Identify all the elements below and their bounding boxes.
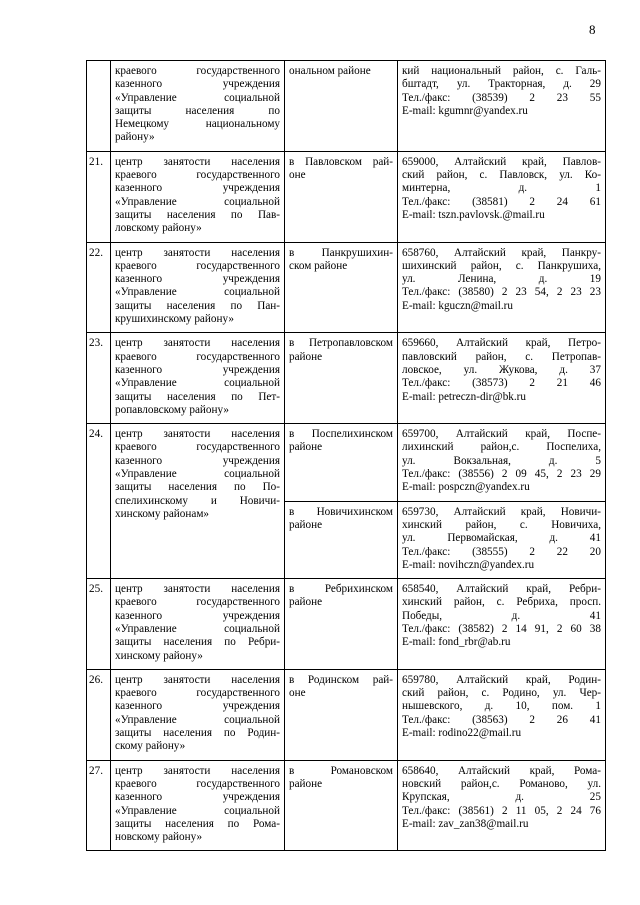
text-line: защиты населения по Пав- — [115, 208, 280, 221]
text-line: Тел./факс: (38582) 2 14 91, 2 60 38 — [402, 622, 601, 635]
text-line: Тел./факс: (38581) 2 24 61 — [402, 195, 601, 208]
institutions-table — [86, 60, 606, 851]
text-line: ул. Первомайская, д. 41 — [402, 532, 601, 545]
text-line: E-mail: kguczn@mail.ru — [402, 299, 513, 312]
address-cell — [398, 61, 606, 152]
address-cell — [398, 501, 606, 578]
text-line: «Управление социальной — [115, 804, 280, 817]
text-line: ловскому району» — [115, 222, 202, 235]
text-line: Немецкому национальному — [115, 118, 280, 131]
text-line: Крупская, д. 25 — [402, 791, 601, 804]
text-line: Тел./факс: (38573) 2 21 46 — [402, 377, 601, 390]
text-line: лихинский район,с. Поспелиха, — [402, 441, 601, 454]
table-row — [87, 61, 606, 152]
table-body — [87, 61, 606, 851]
organization-cell — [111, 579, 285, 670]
text-line: «Управление социальной — [115, 468, 280, 481]
text-line: Тел./факс: (38539) 2 23 55 — [402, 91, 601, 104]
text-line: защиты населения по Пан- — [115, 299, 280, 312]
text-line: ональном районе — [289, 65, 371, 77]
table-row — [87, 424, 606, 501]
organization-cell — [111, 669, 285, 760]
text-line: Тел./факс: (38561) 2 11 05, 2 24 76 — [402, 804, 601, 817]
page-number: 8 — [589, 22, 596, 37]
text-line: ский район, с. Родино, ул. Чер- — [402, 687, 601, 700]
table-row — [87, 669, 606, 760]
text-line: хинский район, с. Новичиха, — [402, 518, 601, 531]
text-line: Тел./факс: (38580) 2 23 54, 2 23 23 — [402, 286, 601, 299]
text-line: Тел./факс: (38563) 2 26 41 — [402, 713, 601, 726]
text-line: E-mail: pospczn@yandex.ru — [402, 481, 530, 494]
text-line: кий национальный район, с. Галь- — [402, 65, 601, 77]
row-number: 27. — [87, 760, 111, 851]
text-line: новскому району» — [115, 831, 203, 844]
text-line: в Родинском рай- — [289, 673, 393, 686]
text-line: казенного учреждения — [115, 609, 280, 622]
text-line: шихинский район, с. Панкрушиха, — [402, 259, 601, 272]
text-line: 658760, Алтайский край, Панкру- — [402, 246, 601, 259]
text-line: центр занятости населения — [115, 246, 280, 259]
text-line: 658540, Алтайский край, Ребри- — [402, 583, 601, 596]
organization-cell — [111, 151, 285, 242]
text-line: центр занятости населения — [115, 583, 280, 596]
text-line: спелихинскому и Новичи- — [115, 494, 280, 507]
text-line: оне — [289, 169, 306, 182]
text-line: 659730, Алтайский край, Новичи- — [402, 505, 601, 518]
text-line: краевого государственного — [115, 441, 280, 454]
organization-cell — [111, 61, 285, 152]
district-cell — [285, 579, 398, 670]
text-line: Тел./факс: (38556) 2 09 45, 2 23 29 — [402, 468, 601, 481]
text-line: «Управление социальной — [115, 195, 280, 208]
text-line: в Панкрушихин- — [289, 246, 393, 259]
district-cell — [285, 424, 398, 501]
text-line: E-mail: kgumnr@yandex.ru — [402, 104, 528, 117]
row-number: 26. — [87, 669, 111, 760]
text-line: районе — [289, 350, 323, 363]
text-line: защиты населения по Пет- — [115, 390, 280, 403]
district-cell — [285, 669, 398, 760]
text-line: E-mail: novihczn@yandex.ru — [402, 558, 535, 571]
text-line: хинскому району» — [115, 649, 203, 662]
text-line: в Павловском рай- — [289, 155, 393, 168]
text-line: краевого государственного — [115, 687, 280, 700]
text-line: ул. Вокзальная, д. 5 — [402, 454, 601, 467]
text-line: краевого государственного — [115, 169, 280, 182]
address-cell — [398, 424, 606, 501]
text-line: E-mail: fond_rbr@ab.ru — [402, 636, 511, 649]
table-row — [87, 760, 606, 851]
text-line: крушихинскому району» — [115, 313, 234, 326]
district-cell — [285, 242, 398, 333]
text-line: хинский район, с. Ребриха, просп. — [402, 596, 601, 609]
text-line: E-mail: rodino22@mail.ru — [402, 727, 522, 740]
text-line: «Управление социальной — [115, 91, 280, 104]
text-line: краевого государственного — [115, 596, 280, 609]
text-line: казенного учреждения — [115, 791, 280, 804]
table-row — [87, 579, 606, 670]
text-line: «Управление социальной — [115, 286, 280, 299]
text-line: в Петропавловском — [289, 337, 393, 350]
text-line: ском районе — [289, 259, 348, 272]
organization-cell — [111, 760, 285, 851]
text-line: казенного учреждения — [115, 182, 280, 195]
text-line: 659000, Алтайский край, Павлов- — [402, 155, 601, 168]
organization-cell — [111, 242, 285, 333]
text-line: ул. Ленина, д. 19 — [402, 273, 601, 286]
organization-cell — [111, 424, 285, 579]
text-line: 659660, Алтайский край, Петро- — [402, 337, 601, 350]
text-line: краевого государственного — [115, 259, 280, 272]
text-line: защиты населения по — [115, 104, 280, 117]
text-line: районе — [289, 777, 323, 790]
row-number — [87, 61, 111, 152]
text-line: в Поспелихинском — [289, 428, 393, 441]
text-line: краевого государственного — [115, 777, 280, 790]
district-cell — [285, 760, 398, 851]
text-line: краевого государственного — [115, 350, 280, 363]
text-line: новский район,с. Романово, ул. — [402, 777, 601, 790]
text-line: центр занятости населения — [115, 673, 280, 686]
text-line: Тел./факс: (38555) 2 22 20 — [402, 545, 601, 558]
text-line: защиты населения по Родин- — [115, 727, 280, 740]
text-line: нышевского, д. 10, пом. 1 — [402, 700, 601, 713]
district-cell — [285, 333, 398, 424]
text-line: казенного учреждения — [115, 363, 280, 376]
text-line: краевого государственного — [115, 65, 280, 77]
text-line: минтерна, д. 1 — [402, 182, 601, 195]
text-line: казенного учреждения — [115, 78, 280, 91]
row-number: 22. — [87, 242, 111, 333]
text-line: скому району» — [115, 740, 186, 753]
text-line: ловское, ул. Жукова, д. 37 — [402, 363, 601, 376]
text-line: защиты населения по По- — [115, 481, 280, 494]
text-line: в Новичихинском — [289, 505, 393, 518]
table-row — [87, 333, 606, 424]
text-line: центр занятости населения — [115, 155, 280, 168]
text-line: «Управление социальной — [115, 713, 280, 726]
text-line: центр занятости населения — [115, 337, 280, 350]
text-line: оне — [289, 687, 306, 700]
address-cell — [398, 151, 606, 242]
text-line: E-mail: zav_zan38@mail.ru — [402, 817, 529, 830]
row-number: 21. — [87, 151, 111, 242]
address-cell — [398, 760, 606, 851]
address-cell — [398, 579, 606, 670]
text-line: казенного учреждения — [115, 454, 280, 467]
text-line: казенного учреждения — [115, 700, 280, 713]
row-number: 24. — [87, 424, 111, 579]
address-cell — [398, 333, 606, 424]
text-line: E-mail: tszn.pavlovsk.@mail.ru — [402, 208, 545, 221]
text-line: хинскому районам» — [115, 507, 210, 520]
text-line: Победы, д. 41 — [402, 609, 601, 622]
text-line: районе — [289, 518, 323, 531]
address-cell — [398, 242, 606, 333]
table-row — [87, 242, 606, 333]
text-line: «Управление социальной — [115, 622, 280, 635]
text-line: ропавловскому району» — [115, 403, 229, 416]
text-line: центр занятости населения — [115, 428, 280, 441]
organization-cell — [111, 333, 285, 424]
row-number: 25. — [87, 579, 111, 670]
district-cell — [285, 151, 398, 242]
text-line: защиты населения по Рома- — [115, 817, 280, 830]
text-line: защиты населения по Ребри- — [115, 636, 280, 649]
text-line: E-mail: petreczn-dir@bk.ru — [402, 390, 526, 403]
text-line: 658640, Алтайский край, Рома- — [402, 764, 601, 777]
text-line: бштадт, ул. Тракторная, д. 29 — [402, 78, 601, 91]
text-line: 659700, Алтайский край, Поспе- — [402, 428, 601, 441]
text-line: в Романовском — [289, 764, 393, 777]
address-cell — [398, 669, 606, 760]
text-line: районе — [289, 441, 323, 454]
text-line: павловский район, с. Петропав- — [402, 350, 601, 363]
text-line: 659780, Алтайский край, Родин- — [402, 673, 601, 686]
text-line: центр занятости населения — [115, 764, 280, 777]
district-cell — [285, 61, 398, 152]
text-line: «Управление социальной — [115, 377, 280, 390]
district-cell — [285, 501, 398, 578]
table-row — [87, 151, 606, 242]
text-line: ский район, с. Павловск, ул. Ко- — [402, 169, 601, 182]
text-line: районе — [289, 596, 323, 609]
text-line: району» — [115, 131, 155, 144]
text-line: казенного учреждения — [115, 273, 280, 286]
text-line: в Ребрихинском — [289, 583, 393, 596]
row-number: 23. — [87, 333, 111, 424]
